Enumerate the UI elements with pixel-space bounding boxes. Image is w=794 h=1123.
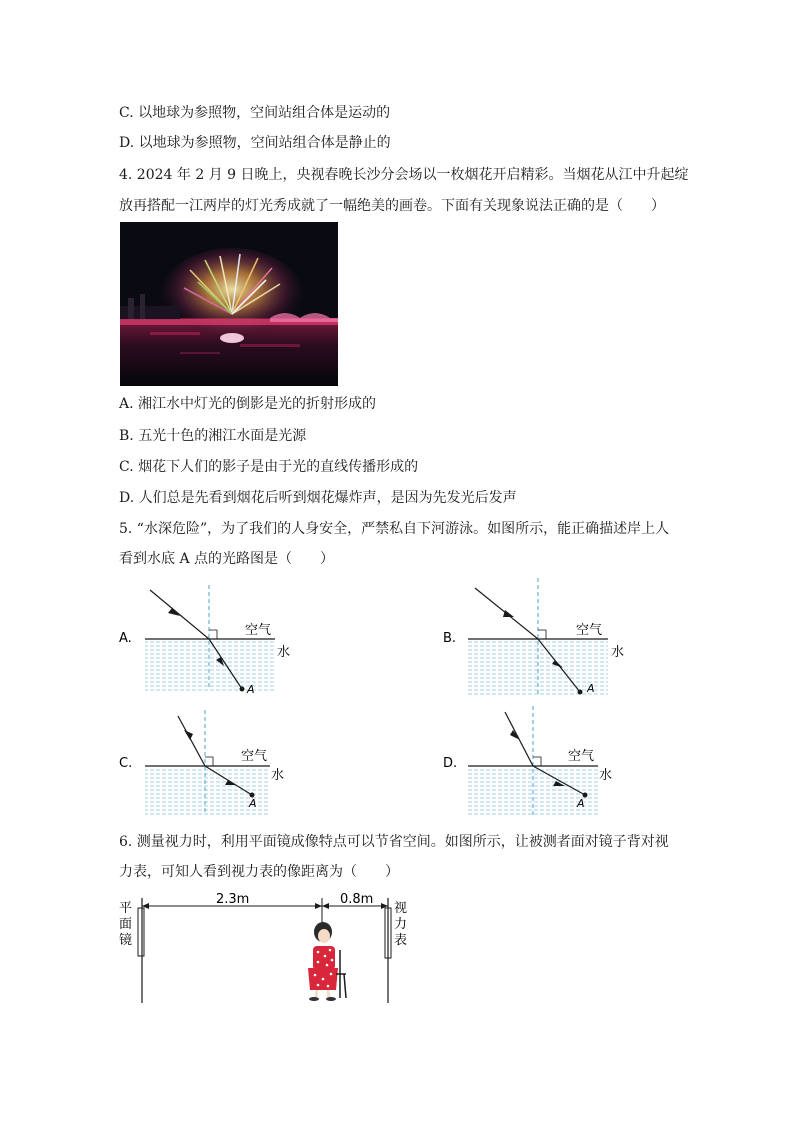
air-label-d: 空气 xyxy=(568,749,595,764)
air-label-c: 空气 xyxy=(241,749,268,764)
chart-char-1: 视 xyxy=(394,901,408,916)
option-4d: D. 人们总是先看到烟花后听到烟花爆炸声，是因为先发光后发声 xyxy=(119,490,517,506)
distance-0-8m: 0.8m xyxy=(340,892,374,907)
eye-chart-label xyxy=(394,901,411,948)
water-label-b: 水 xyxy=(611,645,625,660)
option-d-letter: D. xyxy=(443,756,458,771)
light-path-diagrams xyxy=(0,570,794,820)
air-label: 空气 xyxy=(245,623,272,638)
option-c-letter: C. xyxy=(119,756,133,771)
chart-char-2: 力 xyxy=(394,917,408,932)
option-a-letter: A. xyxy=(119,631,132,646)
air-label-b: 空气 xyxy=(576,623,603,638)
question-5-line2: 看到水底 A 点的光路图是（ ） xyxy=(119,551,335,567)
eye-chart-board xyxy=(385,898,391,1003)
water-label-d: 水 xyxy=(599,768,613,783)
water-label-c: 水 xyxy=(271,768,285,783)
point-b-label: A xyxy=(587,682,595,695)
diagram-option-d xyxy=(443,706,612,817)
diagram-option-a xyxy=(119,585,290,696)
water-label: 水 xyxy=(277,645,291,660)
diagram-option-c xyxy=(119,710,284,817)
question-6-line1: 6. 测量视力时，利用平面镜成像特点可以节省空间。如图所示，让被测者面对镜子背对视 xyxy=(119,834,669,850)
mirror-char-3: 镜 xyxy=(119,933,133,948)
seated-person xyxy=(308,922,346,1001)
question-4-line1: 4. 2024 年 2 月 9 日晚上，央视春晚长沙分会场以一枚烟花开启精彩。当烟花从江中升起绽 xyxy=(119,167,689,183)
diagram-option-b xyxy=(443,578,624,695)
option-4c: C. 烟花下人们的影子是由于光的直线传播形成的 xyxy=(119,459,419,475)
plane-mirror xyxy=(138,898,144,1003)
question-4-line2: 放再搭配一江两岸的灯光秀成就了一幅绝美的画卷。下面有关现象说法正确的是（ ） xyxy=(119,198,665,214)
fireworks-photo xyxy=(120,222,338,386)
question-6-line2: 力表，可知人看到视力表的像距离为（ ） xyxy=(119,864,399,880)
option-4a: A. 湘江水中灯光的倒影是光的折射形成的 xyxy=(119,396,377,412)
option-3d: D. 以地球为参照物，空间站组合体是静止的 xyxy=(119,135,391,151)
mirror-char-1: 平 xyxy=(119,901,133,916)
point-d-label: A xyxy=(577,797,585,810)
option-b-letter: B. xyxy=(443,631,457,646)
chart-char-3: 表 xyxy=(394,933,408,948)
option-4b: B. 五光十色的湘江水面是光源 xyxy=(119,428,307,444)
mirror-char-2: 面 xyxy=(119,917,133,932)
distance-2-3m: 2.3m xyxy=(216,892,250,907)
mirror-label xyxy=(119,901,136,948)
question-5-line1: 5. “水深危险”，为了我们的人身安全，严禁私自下河游泳。如图所示，能正确描述岸上人 xyxy=(119,521,670,537)
point-a-label: A xyxy=(247,683,255,696)
option-3c: C. 以地球为参照物，空间站组合体是运动的 xyxy=(119,105,391,121)
eye-chart-diagram xyxy=(0,890,794,1010)
point-c-label: A xyxy=(249,797,257,810)
